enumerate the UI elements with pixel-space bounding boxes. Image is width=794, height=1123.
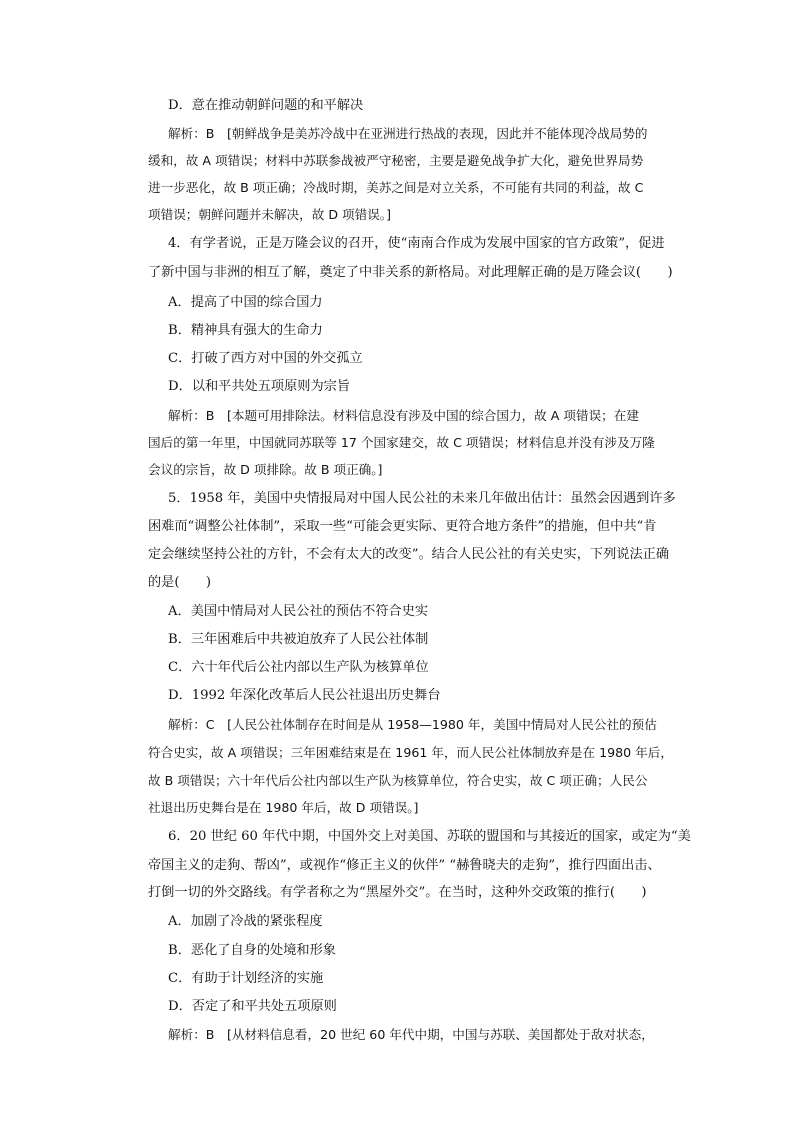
answer-line: 解析：B [从材料信息看，20 世纪 60 年代中期，中国与苏联、美国都处于敌对状态，: [168, 1027, 654, 1042]
text-line: D．1992 年深化改革后人民公社退出历史舞台: [168, 688, 441, 703]
answer-line: 社退出历史舞台是在 1980 年后，故 D 项错误。]: [148, 800, 419, 815]
text-line: 4．有学者说，正是万隆会议的召开，使“南南合作成为发展中国家的官方政策”，促进: [168, 236, 665, 251]
text-line: 困难而“调整公社体制”，采取一些“可能会更实际、更符合地方条件”的措施，但中共“肯: [148, 519, 657, 534]
answer-line: 项错误；朝鲜问题并未解决，故 D 项错误。]: [148, 207, 392, 222]
text-line: D．以和平共处五项原则为宗旨: [168, 379, 351, 394]
text-line: 了新中国与非洲的相互了解，奠定了中非关系的新格局。对此理解正确的是万隆会议( ): [148, 265, 673, 280]
text-line: 6．20 世纪 60 年代中期，中国外交上对美国、苏联的盟国和与其接近的国家，或定为“美: [168, 829, 691, 844]
answer-line: 解析：C [人民公社体制存在时间是从 1958—1980 年，美国中情局对人民公社的预估: [168, 717, 657, 732]
text-line: C．有助于计划经济的实施: [168, 971, 324, 986]
text-line: D．否定了和平共处五项原则: [168, 999, 337, 1014]
text-line: 5．1958 年，美国中央情报局对中国人民公社的未来几年做出估计：虽然会因遇到许多: [168, 491, 676, 506]
text-line: A．加剧了冷战的紧张程度: [168, 914, 323, 929]
answer-line: 解析：B [本题可用排除法。材料信息没有涉及中国的综合国力，故 A 项错误；在建: [168, 408, 639, 423]
text-line: B．精神具有强大的生命力: [168, 323, 323, 338]
text-line: 的是( ): [148, 575, 212, 590]
text-line: 定会继续坚持公社的方针，不会有太大的改变”。结合人民公社的有关史实，下列说法正确: [148, 547, 670, 562]
answer-line: 会议的宗旨，故 D 项排除。故 B 项正确。]: [148, 462, 383, 477]
text-line: B．三年困难后中共被迫放弃了人民公社体制: [168, 632, 429, 647]
text-line: 打倒一切的外交路线。有学者称之为“黑屋外交”。在当时，这种外交政策的推行( ): [148, 885, 647, 900]
answer-line: 符合史实，故 A 项错误；三年困难结束是在 1961 年，而人民公社体制放弃是在 1980 年后，: [148, 745, 673, 760]
text-line: A．美国中情局对人民公社的预估不符合史实: [168, 604, 429, 619]
answer-line: 进一步恶化，故 B 项正确；冷战时期，美苏之间是对立关系，不可能有共同的利益，故 C: [148, 180, 644, 195]
text-line: 帝国主义的走狗、帮凶”，或视作“修正主义的伙伴” “赫鲁晓夫的走狗”，推行四面出击、: [148, 858, 661, 873]
text-line: D．意在推动朝鲜问题的和平解决: [168, 98, 364, 113]
answer-line: 缓和，故 A 项错误；材料中苏联参战被严守秘密，主要是避免战争扩大化，避免世界局势: [148, 153, 644, 168]
text-line: C．打破了西方对中国的外交孤立: [168, 351, 363, 366]
text-line: A．提高了中国的综合国力: [168, 295, 323, 310]
text-line: B．恶化了自身的处境和形象: [168, 943, 336, 958]
answer-line: 故 B 项错误；六十年代后公社内部以生产队为核算单位，符合史实，故 C 项正确；人民公: [148, 773, 648, 788]
answer-line: 国后的第一年里，中国就同苏联等 17 个国家建交，故 C 项错误；材料信息并没有涉及万隆: [148, 435, 655, 450]
answer-line: 解析：B [朝鲜战争是美苏冷战中在亚洲进行热战的表现，因此并不能体现冷战局势的: [168, 126, 648, 141]
text-line: C．六十年代后公社内部以生产队为核算单位: [168, 660, 429, 675]
